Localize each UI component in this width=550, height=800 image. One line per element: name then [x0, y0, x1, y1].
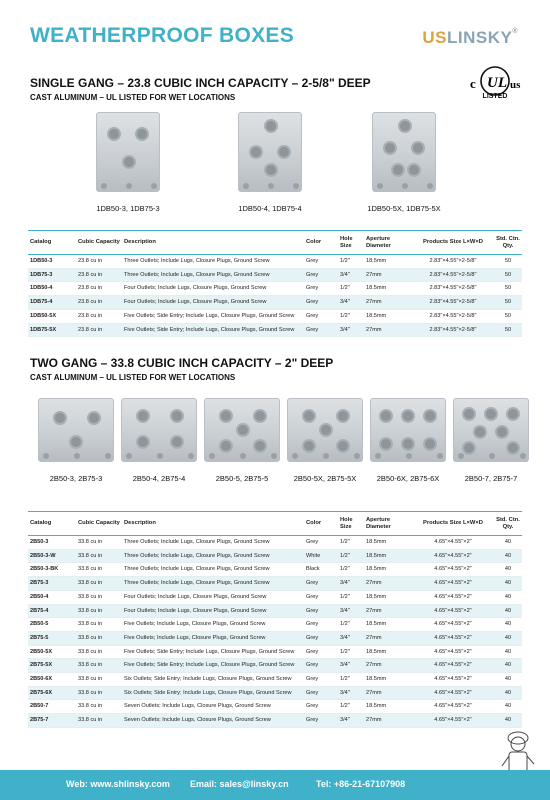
mounting-lug-icon [105, 453, 111, 459]
mounting-lug-icon [427, 183, 433, 189]
footer-phone: Tel: +86-21-67107908 [316, 779, 406, 789]
weatherproof-box-image [370, 398, 446, 462]
table-cell: 23.8 cu in [76, 323, 122, 337]
outlet-hole-icon [484, 407, 498, 421]
table-cell: 1DB50-4 [28, 282, 76, 296]
table-cell: 27mm [364, 577, 412, 591]
mounting-lug-icon [489, 453, 495, 459]
outlet-hole-icon [69, 435, 83, 449]
table-row [28, 686, 522, 700]
table-cell: Grey [304, 714, 338, 728]
product-caption: 1DB50-4, 1DB75-4 [238, 204, 302, 213]
table-cell: 27mm [364, 296, 412, 310]
table-cell: 18.5mm [364, 700, 412, 714]
table-cell: 50 [494, 255, 522, 269]
outlet-hole-icon [253, 409, 267, 423]
table-cell: 1/2" [338, 309, 364, 323]
outlet-hole-icon [249, 145, 263, 159]
table-cell: 40 [494, 618, 522, 632]
table-cell: Grey [304, 577, 338, 591]
table-cell: 2.83"×4.55"×2-5/8" [412, 268, 494, 282]
svg-text:UL: UL [487, 75, 507, 91]
table-cell: 50 [494, 323, 522, 337]
column-header: Std. Ctn. Qty. [494, 512, 522, 536]
table-cell: 40 [494, 536, 522, 550]
table-cell: Seven Outlets; Include Lugs, Closure Plugs, Ground Screw [122, 714, 304, 728]
table-cell: 33.8 cu in [76, 673, 122, 687]
table-cell: 3/4" [338, 686, 364, 700]
table-cell: 4.65"×4.55"×2" [412, 604, 494, 618]
table-cell: 33.8 cu in [76, 549, 122, 563]
outlet-hole-icon [383, 141, 397, 155]
column-header: Color [304, 512, 338, 536]
product-caption: 2B50-5, 2B75-5 [215, 474, 269, 483]
outlet-hole-icon [236, 423, 250, 437]
table-cell: Three Outlets; Include Lugs, Closure Plugs, Ground Screw [122, 255, 304, 269]
table-cell: 4.65"×4.55"×2" [412, 590, 494, 604]
table-cell: 3/4" [338, 714, 364, 728]
column-header: Aperture Diameter [364, 231, 412, 255]
table-cell: Grey [304, 645, 338, 659]
table-cell: 2B50-6X [28, 673, 76, 687]
table-cell: Grey [304, 700, 338, 714]
product-caption: 2B50-3, 2B75-3 [49, 474, 103, 483]
table-cell: 18.5mm [364, 549, 412, 563]
table-row [28, 618, 522, 632]
outlet-hole-icon [379, 409, 393, 423]
two-gang-spec-table [28, 511, 522, 728]
ul-listed-label: LISTED [482, 93, 508, 100]
table-cell: 18.5mm [364, 309, 412, 323]
table-cell: 2B50-3-BK [28, 563, 76, 577]
mounting-lug-icon [375, 453, 381, 459]
table-cell: 23.8 cu in [76, 309, 122, 323]
mounting-lug-icon [402, 183, 408, 189]
weatherproof-box-image [121, 398, 197, 462]
single-gang-title: SINGLE GANG – 23.8 CUBIC INCH CAPACITY – 2-5/8" DEEP [30, 76, 371, 90]
table-row [28, 659, 522, 673]
table-cell: Four Outlets; Include Lugs, Closure Plugs, Ground Screw [122, 296, 304, 310]
outlet-hole-icon [87, 411, 101, 425]
table-cell: 1/2" [338, 563, 364, 577]
table-cell: 18.5mm [364, 282, 412, 296]
table-cell: 3/4" [338, 659, 364, 673]
table-cell: 40 [494, 631, 522, 645]
table-row [28, 577, 522, 591]
table-cell: 18.5mm [364, 673, 412, 687]
table-cell: 18.5mm [364, 645, 412, 659]
table-cell: Grey [304, 590, 338, 604]
column-header: Std. Ctn. Qty. [494, 231, 522, 255]
table-cell: 40 [494, 604, 522, 618]
outlet-hole-icon [391, 163, 405, 177]
table-cell: 18.5mm [364, 590, 412, 604]
table-cell: 40 [494, 577, 522, 591]
column-header: Hole Size [338, 512, 364, 536]
table-cell: 1/2" [338, 700, 364, 714]
table-cell: 2B50-3-W [28, 549, 76, 563]
table-cell: 27mm [364, 604, 412, 618]
table-cell: 1DB50-5X [28, 309, 76, 323]
table-cell: 40 [494, 645, 522, 659]
mounting-lug-icon [243, 183, 249, 189]
mounting-lug-icon [323, 453, 329, 459]
table-row [28, 296, 522, 310]
outlet-hole-icon [336, 439, 350, 453]
column-header: Products Size L×W×D [412, 512, 494, 536]
column-header: Catalog [28, 512, 76, 536]
table-cell: 2B75-7 [28, 714, 76, 728]
column-header: Products Size L×W×D [412, 231, 494, 255]
table-cell: 23.8 cu in [76, 255, 122, 269]
single-gang-spec-table [28, 230, 522, 337]
column-header: Catalog [28, 231, 76, 255]
table-cell: 23.8 cu in [76, 282, 122, 296]
table-cell: 50 [494, 309, 522, 323]
table-cell: Five Outlets; Include Lugs, Closure Plugs, Ground Screw [122, 618, 304, 632]
outlet-hole-icon [135, 127, 149, 141]
outlet-hole-icon [219, 439, 233, 453]
outlet-hole-icon [506, 441, 520, 455]
table-cell: 33.8 cu in [76, 618, 122, 632]
weatherproof-box-image [372, 112, 436, 192]
outlet-hole-icon [253, 439, 267, 453]
table-cell: 18.5mm [364, 563, 412, 577]
table-row [28, 631, 522, 645]
table-cell: Grey [304, 618, 338, 632]
table-row [28, 268, 522, 282]
outlet-hole-icon [462, 441, 476, 455]
table-cell: 33.8 cu in [76, 536, 122, 550]
outlet-hole-icon [473, 425, 487, 439]
table-cell: 4.65"×4.55"×2" [412, 536, 494, 550]
table-cell: 33.8 cu in [76, 714, 122, 728]
table-cell: 2.83"×4.55"×2-5/8" [412, 309, 494, 323]
mounting-lug-icon [293, 183, 299, 189]
table-cell: 27mm [364, 268, 412, 282]
weatherproof-box-image [287, 398, 363, 462]
table-cell: 2B50-7 [28, 700, 76, 714]
table-cell: 33.8 cu in [76, 631, 122, 645]
product-caption: 2B50-5X, 2B75-5X [293, 474, 357, 483]
table-cell: Grey [304, 309, 338, 323]
mounting-lug-icon [377, 183, 383, 189]
table-cell: Seven Outlets; Include Lugs, Closure Plugs, Ground Screw [122, 700, 304, 714]
table-cell: 3/4" [338, 296, 364, 310]
table-cell: 33.8 cu in [76, 645, 122, 659]
outlet-hole-icon [401, 437, 415, 451]
mounting-lug-icon [354, 453, 360, 459]
table-cell: 27mm [364, 686, 412, 700]
table-cell: 33.8 cu in [76, 686, 122, 700]
table-cell: 50 [494, 282, 522, 296]
table-row [28, 282, 522, 296]
single-gang-subtitle: CAST ALUMINUM – UL LISTED FOR WET LOCATIONS [30, 93, 236, 102]
table-row [28, 714, 522, 728]
table-cell: 1/2" [338, 618, 364, 632]
mounting-lug-icon [209, 453, 215, 459]
table-cell: 2B75-6X [28, 686, 76, 700]
table-row [28, 255, 522, 269]
weatherproof-box-image [96, 112, 160, 192]
table-cell: 18.5mm [364, 255, 412, 269]
table-cell: 27mm [364, 659, 412, 673]
table-cell: 1/2" [338, 673, 364, 687]
table-cell: 40 [494, 686, 522, 700]
table-cell: 18.5mm [364, 618, 412, 632]
table-cell: 3/4" [338, 268, 364, 282]
table-cell: 3/4" [338, 577, 364, 591]
table-cell: Four Outlets; Include Lugs, Closure Plugs, Ground Screw [122, 282, 304, 296]
table-cell: Grey [304, 296, 338, 310]
outlet-hole-icon [277, 145, 291, 159]
mounting-lug-icon [292, 453, 298, 459]
table-cell: Three Outlets; Include Lugs, Closure Plugs, Ground Screw [122, 563, 304, 577]
svg-text:c: c [470, 76, 476, 91]
table-cell: 3/4" [338, 323, 364, 337]
outlet-hole-icon [336, 409, 350, 423]
table-cell: 2B75-3 [28, 577, 76, 591]
table-row [28, 700, 522, 714]
table-cell: 4.65"×4.55"×2" [412, 631, 494, 645]
table-row [28, 323, 522, 337]
table-cell: 3/4" [338, 631, 364, 645]
outlet-hole-icon [506, 407, 520, 421]
table-cell: 33.8 cu in [76, 590, 122, 604]
outlet-hole-icon [219, 409, 233, 423]
table-cell: 4.65"×4.55"×2" [412, 549, 494, 563]
mounting-lug-icon [126, 183, 132, 189]
table-row [28, 309, 522, 323]
table-cell: White [304, 549, 338, 563]
table-cell: 40 [494, 714, 522, 728]
table-row [28, 536, 522, 550]
outlet-hole-icon [302, 439, 316, 453]
column-header: Cubic Capacity [76, 231, 122, 255]
mounting-lug-icon [74, 453, 80, 459]
page-title: WEATHERPROOF BOXES [30, 24, 295, 47]
table-cell: 4.65"×4.55"×2" [412, 714, 494, 728]
column-header: Cubic Capacity [76, 512, 122, 536]
table-cell: Three Outlets; Include Lugs, Closure Plugs, Ground Screw [122, 536, 304, 550]
table-cell: Five Outlets; Side Entry; Include Lugs, Closure Plugs, Ground Screw [122, 659, 304, 673]
table-cell: 33.8 cu in [76, 577, 122, 591]
table-cell: 2.83"×4.55"×2-5/8" [412, 282, 494, 296]
outlet-hole-icon [319, 423, 333, 437]
svg-text:us: us [510, 79, 521, 91]
footer-web-link[interactable]: Web: www.shlinsky.com [66, 779, 170, 789]
product-caption: 1DB50-3, 1DB75-3 [96, 204, 160, 213]
outlet-hole-icon [107, 127, 121, 141]
table-cell: Grey [304, 536, 338, 550]
table-cell: 40 [494, 549, 522, 563]
product-caption: 2B50-4, 2B75-4 [132, 474, 186, 483]
table-cell: Grey [304, 604, 338, 618]
table-cell: 50 [494, 268, 522, 282]
mounting-lug-icon [437, 453, 443, 459]
table-cell: 27mm [364, 323, 412, 337]
mounting-lug-icon [188, 453, 194, 459]
table-cell: 4.65"×4.55"×2" [412, 686, 494, 700]
table-row [28, 673, 522, 687]
table-cell: 1DB75-5X [28, 323, 76, 337]
table-cell: 1/2" [338, 536, 364, 550]
two-gang-subtitle: CAST ALUMINUM – UL LISTED FOR WET LOCATIONS [30, 373, 236, 382]
table-cell: Grey [304, 268, 338, 282]
table-cell: 33.8 cu in [76, 563, 122, 577]
table-cell: Four Outlets; Include Lugs, Closure Plugs, Ground Screw [122, 604, 304, 618]
table-row [28, 549, 522, 563]
table-cell: 4.65"×4.55"×2" [412, 645, 494, 659]
table-cell: 4.65"×4.55"×2" [412, 577, 494, 591]
table-cell: Five Outlets; Side Entry; Include Lugs, Closure Plugs, Ground Screw [122, 323, 304, 337]
table-row [28, 563, 522, 577]
table-cell: 2B50-5 [28, 618, 76, 632]
table-cell: Three Outlets; Include Lugs, Closure Plugs, Ground Screw [122, 549, 304, 563]
outlet-hole-icon [264, 163, 278, 177]
table-cell: 2B50-4 [28, 590, 76, 604]
table-cell: Grey [304, 686, 338, 700]
outlet-hole-icon [136, 435, 150, 449]
weatherproof-box-image [453, 398, 529, 462]
table-cell: Grey [304, 673, 338, 687]
table-cell: 2B75-5 [28, 631, 76, 645]
table-cell: Three Outlets; Include Lugs, Closure Plugs, Ground Screw [122, 268, 304, 282]
table-cell: 1/2" [338, 590, 364, 604]
weatherproof-box-image [38, 398, 114, 462]
table-cell: 4.65"×4.55"×2" [412, 659, 494, 673]
table-cell: 4.65"×4.55"×2" [412, 673, 494, 687]
brand-logo: USLINSKY® [422, 28, 518, 47]
table-cell: 2B75-5X [28, 659, 76, 673]
column-header: Hole Size [338, 231, 364, 255]
outlet-hole-icon [411, 141, 425, 155]
table-row [28, 604, 522, 618]
outlet-hole-icon [264, 119, 278, 133]
table-cell: 1DB75-4 [28, 296, 76, 310]
mounting-lug-icon [520, 453, 526, 459]
column-header: Description [122, 512, 304, 536]
outlet-hole-icon [122, 155, 136, 169]
table-row [28, 645, 522, 659]
outlet-hole-icon [423, 409, 437, 423]
table-cell: Five Outlets; Side Entry; Include Lugs, Closure Plugs, Ground Screw [122, 309, 304, 323]
weatherproof-box-image [238, 112, 302, 192]
product-caption: 1DB50-5X, 1DB75-5X [367, 204, 441, 213]
column-header: Color [304, 231, 338, 255]
outlet-hole-icon [302, 409, 316, 423]
table-cell: 33.8 cu in [76, 659, 122, 673]
table-cell: Grey [304, 282, 338, 296]
table-cell: 1/2" [338, 255, 364, 269]
table-cell: 2B50-5X [28, 645, 76, 659]
table-cell: 2.83"×4.55"×2-5/8" [412, 323, 494, 337]
table-cell: 4.65"×4.55"×2" [412, 618, 494, 632]
table-cell: 23.8 cu in [76, 296, 122, 310]
table-cell: Grey [304, 255, 338, 269]
outlet-hole-icon [407, 163, 421, 177]
table-cell: 23.8 cu in [76, 268, 122, 282]
mounting-lug-icon [240, 453, 246, 459]
table-cell: Grey [304, 659, 338, 673]
table-cell: 2B75-4 [28, 604, 76, 618]
outlet-hole-icon [53, 411, 67, 425]
weatherproof-box-image [204, 398, 280, 462]
mounting-lug-icon [268, 183, 274, 189]
table-cell: Grey [304, 323, 338, 337]
table-cell: 40 [494, 590, 522, 604]
table-cell: 40 [494, 673, 522, 687]
table-cell: Five Outlets; Include Lugs, Closure Plugs, Ground Screw [122, 631, 304, 645]
outlet-hole-icon [495, 425, 509, 439]
table-cell: Grey [304, 631, 338, 645]
table-cell: 18.5mm [364, 536, 412, 550]
table-cell: Three Outlets; Include Lugs, Closure Plugs, Ground Screw [122, 577, 304, 591]
mounting-lug-icon [271, 453, 277, 459]
table-cell: 4.65"×4.55"×2" [412, 563, 494, 577]
mounting-lug-icon [157, 453, 163, 459]
table-cell: Five Outlets; Side Entry; Include Lugs, Closure Plugs, Ground Screw [122, 645, 304, 659]
two-gang-title: TWO GANG – 33.8 CUBIC INCH CAPACITY – 2" DEEP [30, 356, 334, 370]
table-cell: 40 [494, 700, 522, 714]
table-cell: 1DB75-3 [28, 268, 76, 282]
outlet-hole-icon [136, 409, 150, 423]
mounting-lug-icon [43, 453, 49, 459]
outlet-hole-icon [462, 407, 476, 421]
table-cell: 40 [494, 659, 522, 673]
table-cell: 33.8 cu in [76, 700, 122, 714]
table-cell: 1DB50-3 [28, 255, 76, 269]
table-cell: 2B50-3 [28, 536, 76, 550]
product-caption: 2B50-6X, 2B75-6X [376, 474, 440, 483]
table-cell: 1/2" [338, 645, 364, 659]
product-caption: 2B50-7, 2B75-7 [464, 474, 518, 483]
table-cell: Six Outlets; Side Entry; Include Lugs, Closure Plugs, Ground Screw [122, 673, 304, 687]
mounting-lug-icon [406, 453, 412, 459]
outlet-hole-icon [401, 409, 415, 423]
table-cell: 27mm [364, 631, 412, 645]
outlet-hole-icon [170, 435, 184, 449]
table-cell: 2.83"×4.55"×2-5/8" [412, 255, 494, 269]
outlet-hole-icon [398, 119, 412, 133]
table-cell: 1/2" [338, 549, 364, 563]
table-cell: Four Outlets; Include Lugs, Closure Plugs, Ground Screw [122, 590, 304, 604]
table-cell: 1/2" [338, 282, 364, 296]
table-cell: 2.83"×4.55"×2-5/8" [412, 296, 494, 310]
footer-email-link[interactable]: Email: sales@linsky.cn [190, 779, 289, 789]
mounting-lug-icon [101, 183, 107, 189]
mounting-lug-icon [151, 183, 157, 189]
outlet-hole-icon [379, 437, 393, 451]
table-cell: 27mm [364, 714, 412, 728]
column-header: Description [122, 231, 304, 255]
table-cell: Six Outlets; Side Entry; Include Lugs, Closure Plugs, Ground Screw [122, 686, 304, 700]
table-cell: Black [304, 563, 338, 577]
footer-bar [0, 770, 550, 800]
table-cell: 33.8 cu in [76, 604, 122, 618]
outlet-hole-icon [423, 437, 437, 451]
table-cell: 3/4" [338, 604, 364, 618]
table-row [28, 590, 522, 604]
column-header: Aperture Diameter [364, 512, 412, 536]
outlet-hole-icon [170, 409, 184, 423]
table-cell: 50 [494, 296, 522, 310]
mounting-lug-icon [458, 453, 464, 459]
table-cell: 4.65"×4.55"×2" [412, 700, 494, 714]
table-cell: 40 [494, 563, 522, 577]
mounting-lug-icon [126, 453, 132, 459]
